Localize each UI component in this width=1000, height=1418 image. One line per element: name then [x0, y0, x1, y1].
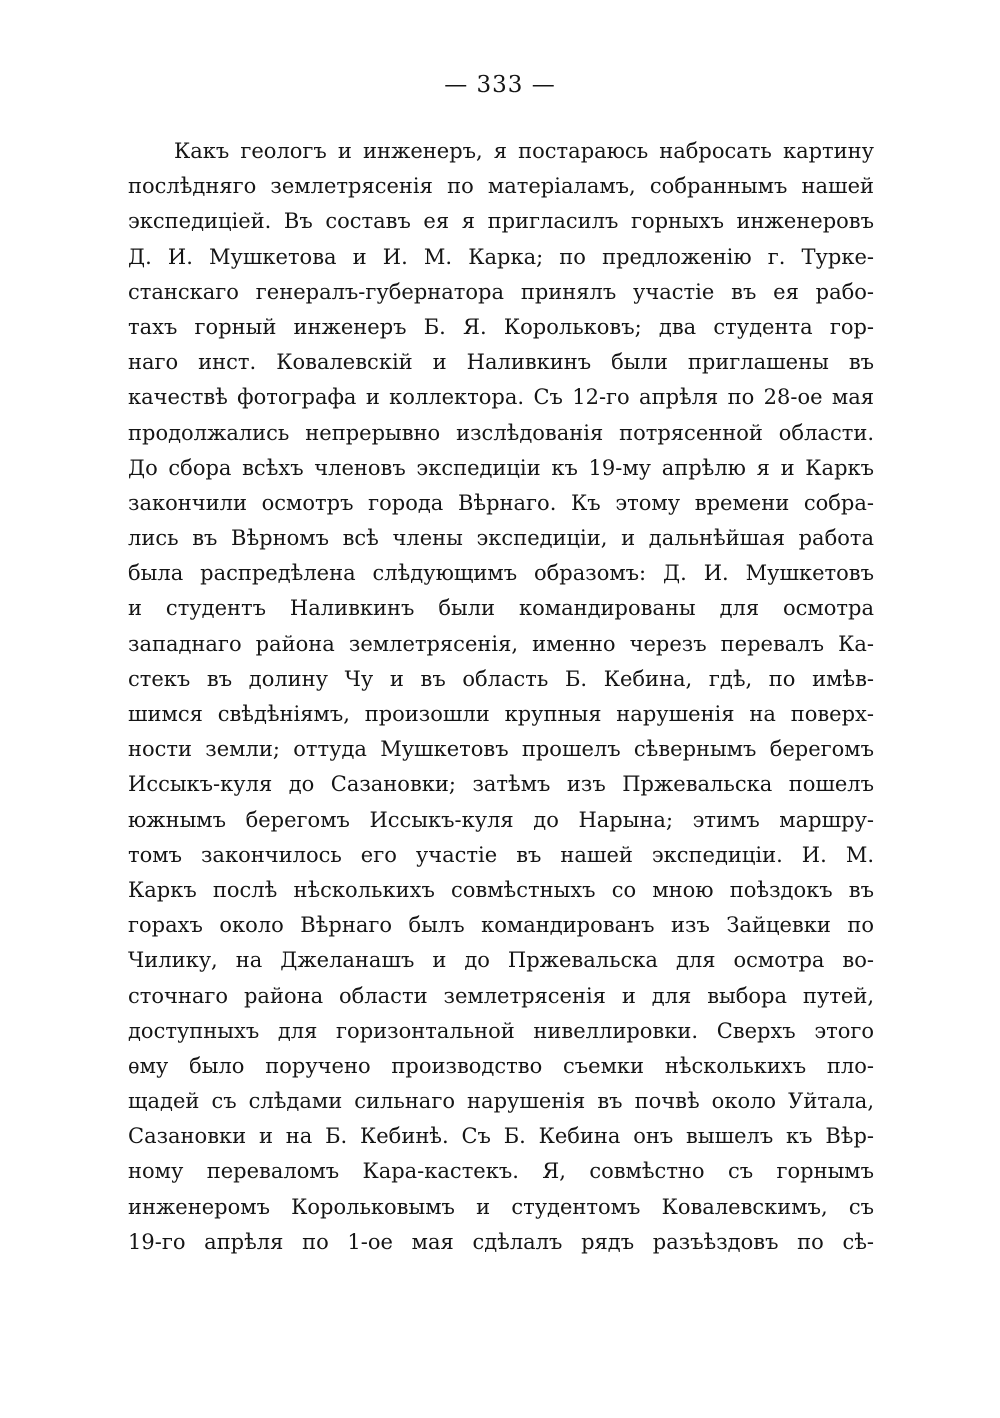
text-line: томъ закончилось его участіе въ нашей экспедиціи. И. М.: [128, 842, 874, 867]
text-line: 19-го апрѣля по 1-ое мая сдѣлалъ рядъ разъѣздовъ по сѣ-: [128, 1229, 874, 1254]
text-line: горахъ около Вѣрнаго былъ командированъ изъ Зайцевки по: [128, 913, 874, 938]
text-line: До сбора всѣхъ членовъ экспедиціи къ 19-му апрѣлю я и Каркъ: [128, 455, 874, 480]
body-paragraph: [128, 134, 874, 1260]
text-line: доступныхъ для горизонтальной нивеллировки. Сверхъ этого: [128, 1018, 874, 1043]
text-line: была распредѣлена слѣдующимъ образомъ: Д. И. Мушкетовъ: [128, 561, 874, 586]
text-line: Каркъ послѣ нѣсколькихъ совмѣстныхъ со мною поѣздокъ въ: [128, 877, 874, 902]
text-line: наго инст. Ковалевскій и Наливкинъ были приглашены въ: [128, 350, 874, 375]
text-line: сточнаго района области землетрясенія и для выбора путей,: [128, 983, 874, 1008]
text-line: послѣдняго землетрясенія по матеріаламъ, собраннымъ нашей: [128, 174, 874, 199]
text-line: западнаго района землетрясенія, именно черезъ перевалъ Ка-: [128, 631, 874, 656]
text-line: тахъ горный инженеръ Б. Я. Корольковъ; два студента гор-: [128, 314, 874, 339]
text-line: щадей съ слѣдами сильнаго нарушенія въ почвѣ около Уйтала,: [128, 1089, 874, 1114]
text-line: ѳму было поручено производство съемки нѣсколькихъ пло-: [128, 1053, 874, 1078]
text-line: и студентъ Наливкинъ были командированы для осмотра: [128, 596, 874, 621]
text-line: инженеромъ Корольковымъ и студентомъ Ковалевскимъ, съ: [128, 1194, 874, 1219]
text-line: продолжались непрерывно изслѣдованія потрясенной области.: [128, 420, 874, 445]
text-line: ности земли; оттуда Мушкетовъ прошелъ сѣвернымъ берегомъ: [128, 737, 874, 762]
text-line: стекъ въ долину Чу и въ область Б. Кебина, гдѣ, по имѣв-: [128, 666, 874, 691]
text-line: Чилику, на Джеланашъ и до Пржевальска для осмотра во-: [128, 948, 874, 973]
text-line: шимся свѣдѣніямъ, произошли крупныя нарушенія на поверх-: [128, 702, 874, 726]
text-line: Иссыкъ-куля до Сазановки; затѣмъ изъ Пржевальска пошелъ: [128, 772, 874, 797]
text-line: Д. И. Мушкетова и И. М. Карка; по предложенію г. Турке-: [128, 244, 874, 269]
text-line: Сазановки и на Б. Кебинѣ. Съ Б. Кебина онъ вышелъ къ Вѣр-: [128, 1124, 874, 1149]
text-line: ному переваломъ Кара-кастекъ. Я, совмѣстно съ горнымъ: [128, 1159, 874, 1184]
text-line: станскаго генералъ-губернатора принялъ участіе въ ея рабо-: [128, 279, 874, 304]
text-line: качествѣ фотографа и коллектора. Съ 12-го апрѣля по 28-ое мая: [128, 385, 874, 410]
text-line: южнымъ берегомъ Иссыкъ-куля до Нарына; этимъ маршру-: [128, 807, 874, 832]
text-line: лись въ Вѣрномъ всѣ члены экспедиціи, и дальнѣйшая работа: [128, 526, 874, 551]
text-line: закончили осмотръ города Вѣрнаго. Къ этому времени собра-: [128, 490, 874, 515]
text-line: экспедиціей. Въ составъ ея я пригласилъ горныхъ инженеровъ: [128, 209, 874, 234]
page-number: — 333 —: [444, 72, 556, 98]
text-line: Какъ геологъ и инженеръ, я постараюсь набросать картину: [174, 139, 874, 163]
